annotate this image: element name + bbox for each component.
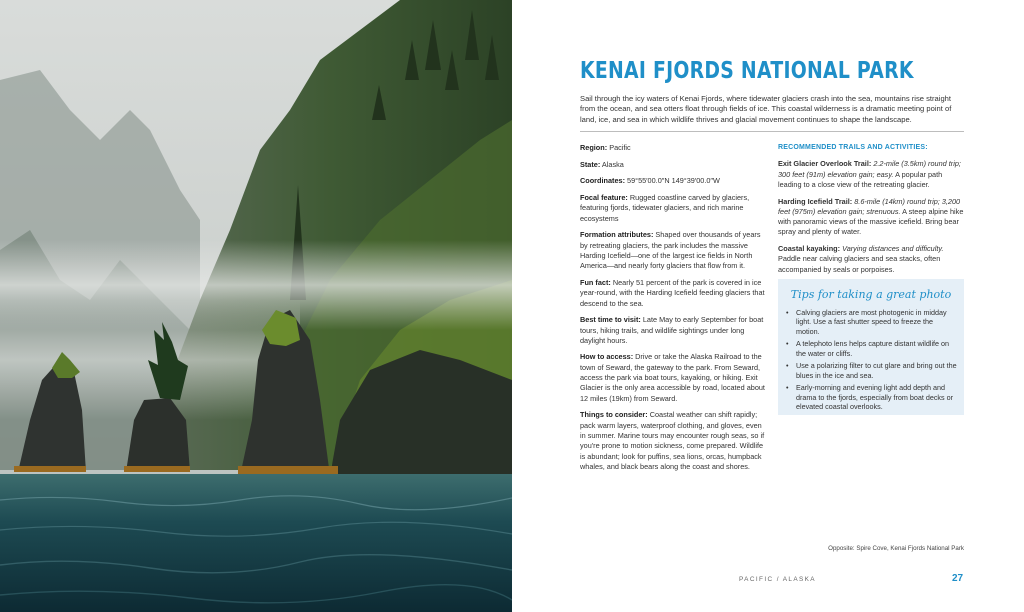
photo-caption: Opposite: Spire Cove, Kenai Fjords National Park bbox=[828, 545, 964, 552]
trail-coastal-kayaking: Coastal kayaking: Varying distances and difficulty. Paddle near calving glaciers and sea stacks, often accompanied by seals or porpoises. bbox=[778, 244, 944, 274]
trails-column bbox=[778, 143, 964, 281]
bullet-icon: • bbox=[786, 383, 789, 393]
intro-paragraph: Sail through the icy waters of Kenai Fjords, where tidewater glaciers crash into the sea, mountains rise straight from the ocean, and sea otters float through fields of ice. This coastal wilderness is a dramatic meeting point of land, ice, and sea in which wildlife thrives and glacial movement continues to shape the landscape. bbox=[580, 94, 952, 124]
photo-tips-title: Tips for taking a great photo bbox=[790, 288, 952, 301]
fact-region: Region: Pacific bbox=[580, 143, 631, 152]
fact-things-to-consider: Things to consider: Coastal weather can shift rapidly; pack warm layers, waterproof clothing, and gloves, even in summer. Marine tours may encounter rough seas, so if you're prone to motion sickness, come prepared. Wildlife is abundant; look for puffins, sea lions, orcas, humpback whales, and black bears along the coast and shores. bbox=[580, 410, 765, 471]
photo-tips-box bbox=[778, 279, 964, 415]
page-title: KENAI FJORDS NATIONAL PARK bbox=[580, 58, 914, 84]
photo-tip: • Use a polarizing filter to cut glare and bring out the blues in the ice and sea. bbox=[786, 361, 957, 380]
park-facts-column bbox=[580, 143, 766, 479]
fact-coordinates: Coordinates: 59°55′00.0″N 149°39′00.0″W bbox=[580, 176, 720, 186]
photo-tip: • Calving glaciers are most photogenic in midday light. Use a fast shutter speed to freeze the motion. bbox=[786, 308, 947, 336]
footer-section-label: PACIFIC / ALASKA bbox=[739, 576, 816, 583]
bullet-icon: • bbox=[786, 339, 789, 349]
fact-fun-fact: Fun fact: Nearly 51 percent of the park is covered in ice year-round, with the Harding Icefield feeding glaciers that descend to the sea. bbox=[580, 277, 765, 308]
section-divider bbox=[580, 131, 964, 132]
trail-exit-glacier: Exit Glacier Overlook Trail: 2.2-mile (3.5km) round trip; 300 feet (91m) elevation gain; easy. A popular path leading to a close view of the retreating glacier. bbox=[778, 159, 961, 189]
fact-best-time: Best time to visit: Late May to early September for boat tours, hiking trails, and wildlife sightings under long daylight hours. bbox=[580, 315, 764, 345]
fact-state: State: Alaska bbox=[580, 159, 624, 169]
photo-tips-list bbox=[786, 308, 958, 415]
recommended-heading: RECOMMENDED TRAILS AND ACTIVITIES: bbox=[778, 144, 928, 151]
bullet-icon: • bbox=[786, 308, 789, 317]
trail-harding-icefield: Harding Icefield Trail: 8.6-mile (14km) round trip; 3,200 feet (975m) elevation gain; strenuous. A steep alpine hike with panoramic views of the massive icefield. Bring bear spray and plenty of water. bbox=[778, 196, 964, 237]
fact-how-to-access: How to access: Drive or take the Alaska Railroad to the town of Seward, the gateway to the park. From Seward, access the park via boat tours, kayaking, or hiking. Exit Glacier is the only area accessible by road, located about 12 miles (19km) from Seward. bbox=[580, 352, 765, 403]
fact-focal-feature: Focal feature: Rugged coastline carved by glaciers, featuring fjords, tidewater glaciers, and rich marine ecosystems bbox=[580, 193, 750, 223]
bullet-icon: • bbox=[786, 361, 789, 371]
page-number: 27 bbox=[952, 573, 964, 584]
fact-formation-attributes: Formation attributes: Shaped over thousands of years by retreating glaciers, the park includes the massive Harding Icefield—one of the largest ice fields in North America—and nearly forty glaciers that flow from it. bbox=[580, 230, 761, 271]
photo-tip: • A telephoto lens helps capture distant wildlife on the water or cliffs. bbox=[786, 339, 950, 358]
photo-tip: • Early-morning and evening light add depth and drama to the fjords, especially from boat decks or elevated coastal overlooks. bbox=[786, 383, 953, 412]
